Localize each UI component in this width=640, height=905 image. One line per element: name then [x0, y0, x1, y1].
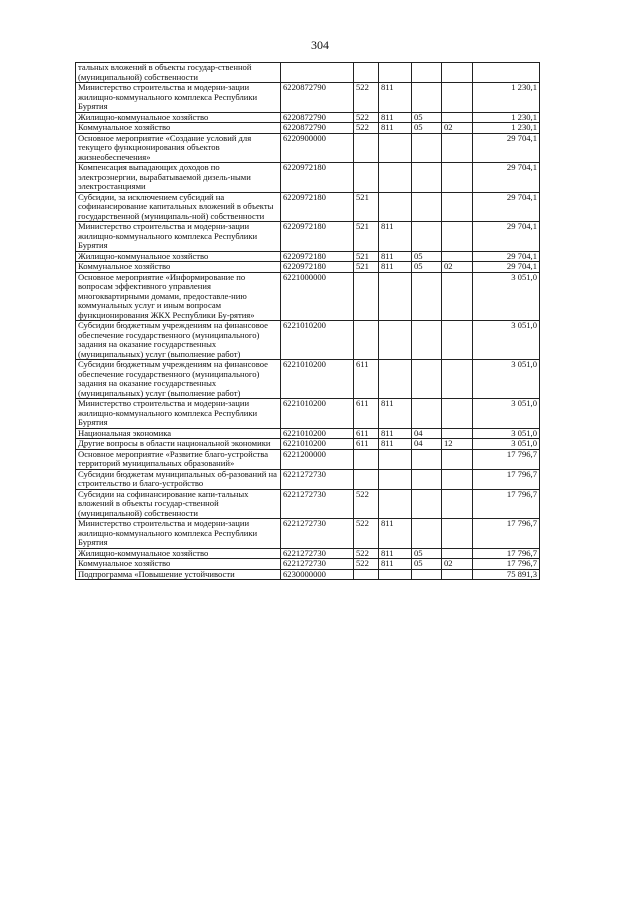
cell-amount: 29 704,1 — [473, 222, 540, 252]
cell-administrator: 811 — [379, 439, 412, 450]
table-row — [76, 112, 540, 123]
cell-expense-type — [354, 272, 379, 321]
cell-administrator — [379, 272, 412, 321]
cell-section: 05 — [412, 251, 442, 262]
cell-amount: 17 796,7 — [473, 469, 540, 489]
cell-target-article: 6220872790 — [281, 83, 354, 113]
cell-expense-type: 521 — [354, 251, 379, 262]
cell-target-article: 6221272730 — [281, 469, 354, 489]
cell-subsection — [442, 489, 473, 519]
table-row — [76, 469, 540, 489]
cell-administrator: 811 — [379, 222, 412, 252]
cell-amount: 29 704,1 — [473, 192, 540, 222]
table-row — [76, 63, 540, 83]
cell-administrator — [379, 469, 412, 489]
cell-administrator: 811 — [379, 262, 412, 273]
table-row — [76, 123, 540, 134]
cell-subsection — [442, 469, 473, 489]
cell-expense-type: 521 — [354, 222, 379, 252]
cell-name: Основное мероприятие «Создание условий для текущего функционирования объектов жизнеобеспечения» — [76, 133, 281, 163]
cell-target-article: 6221272730 — [281, 548, 354, 559]
table-row — [76, 519, 540, 549]
cell-subsection — [442, 192, 473, 222]
cell-subsection — [442, 133, 473, 163]
cell-expense-type — [354, 449, 379, 469]
cell-subsection — [442, 321, 473, 360]
cell-target-article: 6221272730 — [281, 489, 354, 519]
cell-section — [412, 272, 442, 321]
cell-administrator — [379, 192, 412, 222]
cell-expense-type: 522 — [354, 519, 379, 549]
cell-section: 05 — [412, 548, 442, 559]
cell-target-article: 6221272730 — [281, 519, 354, 549]
cell-subsection — [442, 112, 473, 123]
cell-amount: 1 230,1 — [473, 123, 540, 134]
cell-amount — [473, 63, 540, 83]
cell-section: 04 — [412, 428, 442, 439]
cell-expense-type — [354, 569, 379, 580]
cell-administrator — [379, 360, 412, 399]
table-row — [76, 133, 540, 163]
cell-amount: 17 796,7 — [473, 519, 540, 549]
budget-table — [75, 62, 540, 580]
cell-section — [412, 321, 442, 360]
cell-expense-type: 522 — [354, 559, 379, 570]
cell-target-article: 6220972180 — [281, 192, 354, 222]
cell-target-article: 6220972180 — [281, 222, 354, 252]
cell-target-article: 6220972180 — [281, 262, 354, 273]
cell-subsection — [442, 222, 473, 252]
cell-subsection — [442, 569, 473, 580]
cell-name: Национальная экономика — [76, 428, 281, 439]
table-row — [76, 192, 540, 222]
cell-subsection — [442, 360, 473, 399]
cell-target-article: 6221010200 — [281, 439, 354, 450]
cell-subsection — [442, 519, 473, 549]
cell-target-article: 6220872790 — [281, 123, 354, 134]
table-row — [76, 489, 540, 519]
cell-administrator: 811 — [379, 83, 412, 113]
cell-amount: 17 796,7 — [473, 548, 540, 559]
cell-subsection — [442, 163, 473, 193]
cell-expense-type — [354, 321, 379, 360]
table-row — [76, 83, 540, 113]
cell-amount: 3 051,0 — [473, 399, 540, 429]
cell-amount: 17 796,7 — [473, 449, 540, 469]
cell-name: Подпрограмма «Повышение устойчивости — [76, 569, 281, 580]
cell-administrator: 811 — [379, 399, 412, 429]
cell-expense-type: 611 — [354, 360, 379, 399]
cell-subsection: 02 — [442, 123, 473, 134]
cell-name: Министерство строительства и модерни-зации жилищно-коммунального комплекса Республики Бурятия — [76, 519, 281, 549]
table-row — [76, 569, 540, 580]
cell-amount: 1 230,1 — [473, 112, 540, 123]
cell-amount: 1 230,1 — [473, 83, 540, 113]
cell-administrator: 811 — [379, 548, 412, 559]
cell-section — [412, 469, 442, 489]
cell-administrator — [379, 163, 412, 193]
cell-subsection — [442, 83, 473, 113]
cell-subsection — [442, 399, 473, 429]
cell-administrator — [379, 489, 412, 519]
cell-administrator: 811 — [379, 123, 412, 134]
cell-administrator: 811 — [379, 428, 412, 439]
table-row — [76, 262, 540, 273]
cell-name: Жилищно-коммунальное хозяйство — [76, 112, 281, 123]
cell-amount: 75 891,3 — [473, 569, 540, 580]
cell-administrator — [379, 569, 412, 580]
cell-section — [412, 133, 442, 163]
cell-target-article: 6220900000 — [281, 133, 354, 163]
cell-section — [412, 489, 442, 519]
table-row — [76, 222, 540, 252]
table-row — [76, 321, 540, 360]
cell-name: Основное мероприятие «Развитие благо-устройства территорий муниципальных образований» — [76, 449, 281, 469]
cell-target-article: 6221010200 — [281, 428, 354, 439]
cell-name: Министерство строительства и модерни-зации жилищно-коммунального комплекса Республики Бурятия — [76, 399, 281, 429]
cell-section — [412, 163, 442, 193]
cell-administrator — [379, 63, 412, 83]
cell-section — [412, 449, 442, 469]
cell-amount: 17 796,7 — [473, 559, 540, 570]
cell-amount: 3 051,0 — [473, 360, 540, 399]
cell-name: Коммунальное хозяйство — [76, 262, 281, 273]
table-row — [76, 360, 540, 399]
cell-amount: 3 051,0 — [473, 321, 540, 360]
cell-name: Субсидии бюджетам муниципальных об-разований на строительство и благо-устройство — [76, 469, 281, 489]
cell-administrator — [379, 133, 412, 163]
cell-name: Другие вопросы в области национальной экономики — [76, 439, 281, 450]
cell-name: Коммунальное хозяйство — [76, 559, 281, 570]
cell-name: Коммунальное хозяйство — [76, 123, 281, 134]
cell-expense-type: 611 — [354, 399, 379, 429]
table-row — [76, 272, 540, 321]
cell-amount: 29 704,1 — [473, 163, 540, 193]
cell-amount: 17 796,7 — [473, 489, 540, 519]
cell-section: 05 — [412, 559, 442, 570]
cell-target-article: 6221010200 — [281, 399, 354, 429]
cell-target-article — [281, 63, 354, 83]
cell-administrator: 811 — [379, 112, 412, 123]
table-row — [76, 399, 540, 429]
cell-section: 05 — [412, 262, 442, 273]
cell-subsection — [442, 548, 473, 559]
cell-expense-type: 611 — [354, 439, 379, 450]
cell-administrator — [379, 449, 412, 469]
cell-expense-type: 611 — [354, 428, 379, 439]
cell-name: Субсидии бюджетным учреждениям на финансовое обеспечение государственного (муниципального) задания на оказание государственных (муниципальных) услуг (выполнение работ) — [76, 360, 281, 399]
cell-section — [412, 519, 442, 549]
cell-amount: 29 704,1 — [473, 251, 540, 262]
cell-expense-type — [354, 163, 379, 193]
cell-section — [412, 399, 442, 429]
cell-name: Министерство строительства и модерни-зации жилищно-коммунального комплекса Республики Бурятия — [76, 222, 281, 252]
cell-amount: 3 051,0 — [473, 439, 540, 450]
cell-expense-type: 522 — [354, 83, 379, 113]
cell-expense-type: 521 — [354, 262, 379, 273]
cell-target-article: 6220872790 — [281, 112, 354, 123]
table-row — [76, 449, 540, 469]
cell-administrator: 811 — [379, 559, 412, 570]
cell-name: Субсидии бюджетным учреждениям на финансовое обеспечение государственного (муниципального) задания на оказание государственных (муниципальных) услуг (выполнение работ) — [76, 321, 281, 360]
cell-administrator: 811 — [379, 251, 412, 262]
cell-expense-type: 522 — [354, 123, 379, 134]
cell-section: 04 — [412, 439, 442, 450]
cell-target-article: 6221000000 — [281, 272, 354, 321]
cell-section — [412, 222, 442, 252]
table-row — [76, 163, 540, 193]
cell-subsection: 12 — [442, 439, 473, 450]
cell-subsection — [442, 272, 473, 321]
page-number: 304 — [311, 38, 329, 52]
cell-name: Основное мероприятие «Информирование по вопросам эффективного управления многоквартирными домами, предоставле-нию коммунальных услуг и иным вопросам функционирования ЖКХ Республики Бу-рятия» — [76, 272, 281, 321]
cell-administrator: 811 — [379, 519, 412, 549]
cell-amount: 3 051,0 — [473, 428, 540, 439]
cell-expense-type — [354, 469, 379, 489]
cell-target-article: 6220972180 — [281, 163, 354, 193]
cell-target-article: 6221200000 — [281, 449, 354, 469]
cell-section — [412, 63, 442, 83]
cell-target-article: 6230000000 — [281, 569, 354, 580]
cell-section — [412, 360, 442, 399]
cell-name: Субсидии, за исключением субсидий на софинансирование капитальных вложений в объекты государственной (муниципаль-ной) собственности — [76, 192, 281, 222]
cell-section: 05 — [412, 123, 442, 134]
cell-subsection: 02 — [442, 559, 473, 570]
cell-name: Компенсация выпадающих доходов по электроэнергии, вырабатываемой дизель-ными электростанциями — [76, 163, 281, 193]
cell-expense-type: 522 — [354, 112, 379, 123]
cell-expense-type — [354, 133, 379, 163]
cell-name: тальных вложений в объекты государ-ственной (муниципальной) собственности — [76, 63, 281, 83]
cell-subsection — [442, 449, 473, 469]
cell-expense-type: 522 — [354, 548, 379, 559]
cell-name: Субсидии на софинансирование капи-тальных вложений в объекты государ-ственной (муниципальной) собственности — [76, 489, 281, 519]
cell-name: Жилищно-коммунальное хозяйство — [76, 251, 281, 262]
cell-target-article: 6220972180 — [281, 251, 354, 262]
cell-subsection — [442, 251, 473, 262]
table-row — [76, 559, 540, 570]
table-row — [76, 439, 540, 450]
cell-target-article: 6221010200 — [281, 321, 354, 360]
cell-section: 05 — [412, 112, 442, 123]
cell-subsection — [442, 63, 473, 83]
cell-amount: 29 704,1 — [473, 262, 540, 273]
table-row — [76, 548, 540, 559]
cell-subsection — [442, 428, 473, 439]
cell-name: Жилищно-коммунальное хозяйство — [76, 548, 281, 559]
cell-amount: 29 704,1 — [473, 133, 540, 163]
cell-expense-type: 522 — [354, 489, 379, 519]
cell-section — [412, 83, 442, 113]
cell-expense-type — [354, 63, 379, 83]
cell-name: Министерство строительства и модерни-зации жилищно-коммунального комплекса Республики Бурятия — [76, 83, 281, 113]
cell-subsection: 02 — [442, 262, 473, 273]
cell-target-article: 6221272730 — [281, 559, 354, 570]
cell-amount: 3 051,0 — [473, 272, 540, 321]
table-row — [76, 251, 540, 262]
cell-section — [412, 569, 442, 580]
cell-section — [412, 192, 442, 222]
cell-administrator — [379, 321, 412, 360]
cell-expense-type: 521 — [354, 192, 379, 222]
cell-target-article: 6221010200 — [281, 360, 354, 399]
table-row — [76, 428, 540, 439]
